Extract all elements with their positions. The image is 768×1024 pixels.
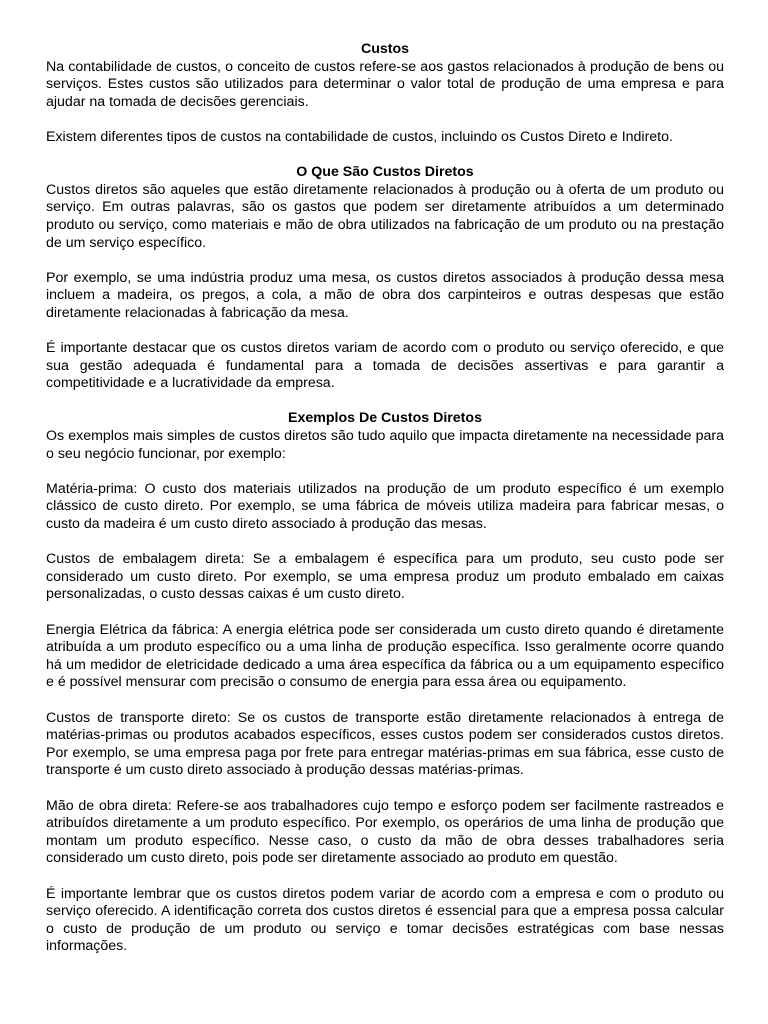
paragraph-gap: [46, 780, 724, 798]
body-paragraph: É importante destacar que os custos diretos variam de acordo com o produto ou serviço oferecido, e que sua gestão adequada é fundamental para a tomada de decisões assertivas e para garantir a competitividade e a lucratividade da empresa.: [46, 340, 724, 392]
paragraph-gap: [46, 252, 724, 270]
example-paragraph-transporte: Custos de transporte direto: Se os custos de transporte estão diretamente relacionados à entrega de matérias-primas ou produtos acabados específicos, esses custos podem ser considerados custos diretos. Por exemplo, se uma empresa paga por frete para entregar matérias-primas em sua fábrica, esse custo de transporte é um custo direto associado à produção dessas matérias-primas.: [46, 709, 724, 779]
paragraph-gap: [46, 463, 724, 481]
example-paragraph-materia-prima: Matéria-prima: O custo dos materiais utilizados na produção de um produto específico é um exemplo clássico de custo direto. Por exemplo, se uma fábrica de móveis utiliza madeira para fabricar mesas, o custo da madeira é um custo direto associado à produção das mesas.: [46, 480, 724, 533]
document-title: Custos: [360, 41, 410, 57]
body-paragraph: Por exemplo, se uma indústria produz uma mesa, os custos diretos associados à produção dessa mesa incluem a madeira, os pregos, a cola, a mão de obra dos carpinteiros e outras despesas que estão diretamente relacionadas à fabricação da mesa.: [46, 269, 724, 321]
example-paragraph-embalagem: Custos de embalagem direta: Se a embalagem é específica para um produto, seu custo pode ser considerado um custo direto. Por exemplo, se uma empresa produz um produto embalado em caixas personalizadas, o custo dessas caixas é um custo direto.: [46, 551, 724, 603]
paragraph-gap: [46, 868, 724, 886]
conclusion-paragraph: É importante lembrar que os custos diretos podem variar de acordo com a empresa e com o produto ou serviço oferecido. A identificação correta dos custos diretos é essencial para que a empresa possa calcular o custo de produção de um produto ou serviço e tomar decisões estratégicas com base nessas informações.: [46, 885, 724, 955]
paragraph-gap: [46, 393, 724, 411]
paragraph-gap: [46, 323, 724, 341]
paragraph-gap: [46, 692, 724, 710]
paragraph-gap: [46, 111, 724, 129]
example-paragraph-mao-de-obra: Mão de obra direta: Refere-se aos trabalhadores cujo tempo e esforço podem ser facilmente rastreados e atribuídos diretamente a um produto específico. Por exemplo, os operários de uma linha de produção que montam um produto específico. Nesse caso, o custo da mão de obra desses trabalhadores seria considerado um custo direto, pois pode ser diretamente associado ao produto em questão.: [46, 797, 724, 867]
section-heading-custos-diretos: O Que São Custos Diretos: [296, 164, 474, 181]
paragraph-gap: [46, 147, 724, 165]
example-paragraph-energia: Energia Elétrica da fábrica: A energia elétrica pode ser considerada um custo direto quando é diretamente atribuída a um produto específico ou a uma linha de produção específica. Isso geralmente ocorre quando há um medidor de eletricidade dedicado a uma área específica da fábrica ou a um equipamento específico e é possível mensurar com precisão o consumo de energia para essa área ou equipamento.: [46, 621, 724, 691]
intro-paragraph: Existem diferentes tipos de custos na contabilidade de custos, incluindo os Custos Direto e Indireto.: [46, 128, 673, 145]
body-paragraph: Os exemplos mais simples de custos diretos são tudo aquilo que impacta diretamente na necessidade para o seu negócio funcionar, por exemplo:: [46, 428, 724, 462]
paragraph-gap: [46, 534, 724, 552]
intro-paragraph: Na contabilidade de custos, o conceito de custos refere-se aos gastos relacionados à produção de bens ou serviços. Estes custos são utilizados para determinar o valor total de produção de uma empresa e para ajudar na tomada de decisões gerenciais.: [46, 58, 724, 110]
body-paragraph: Custos diretos são aqueles que estão diretamente relacionados à produção ou à oferta de um produto ou serviço. Em outras palavras, são os gastos que podem ser diretamente atribuídos a um determinado produto ou serviço, como materiais e mão de obra utilizados na fabricação de um produto ou na prestação de um serviço específico.: [46, 181, 724, 251]
paragraph-gap: [46, 604, 724, 622]
section-heading-exemplos: Exemplos De Custos Diretos: [288, 410, 482, 427]
